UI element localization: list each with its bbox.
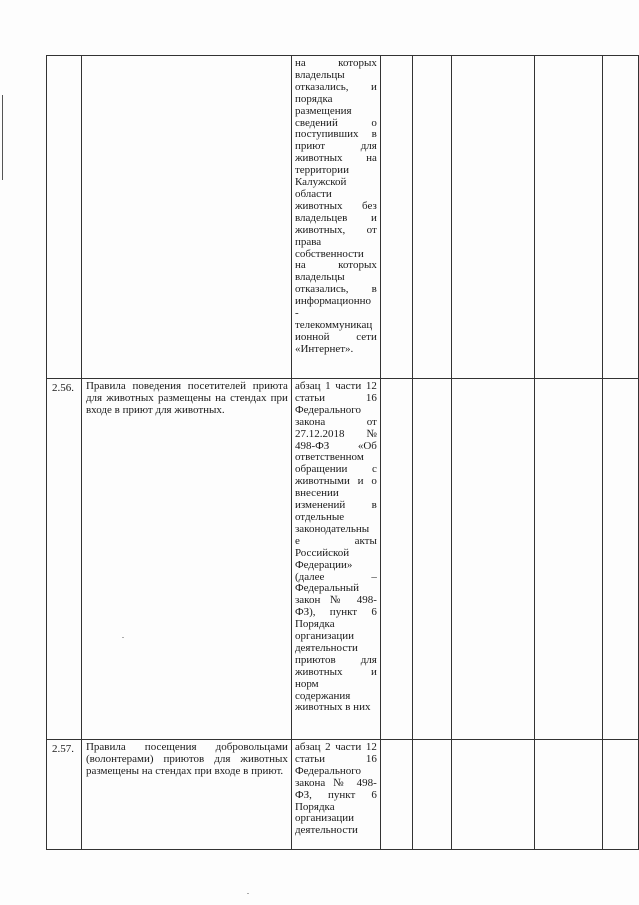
legal-basis-line: животных и <box>294 666 377 678</box>
legal-basis-line: размещения <box>294 105 352 117</box>
legal-basis-line: Федерального <box>294 404 361 416</box>
legal-basis-line: отказались, и <box>294 81 377 93</box>
legal-basis-line: ФЗ, пункт 6 <box>294 789 377 801</box>
empty-cell <box>603 740 639 850</box>
empty-cell <box>413 379 451 740</box>
legal-basis-line: организации <box>294 631 354 643</box>
legal-basis-line: телекоммуникац <box>294 319 373 331</box>
table-row <box>47 379 639 740</box>
legal-basis-line: абзац 2 части 12 <box>294 742 377 753</box>
legal-basis-line: - <box>294 308 299 320</box>
legal-basis-line: «Интернет». <box>294 343 354 355</box>
legal-basis-line: изменений в <box>294 500 377 512</box>
legal-basis-line: статьи 16 <box>294 392 377 404</box>
legal-basis-line: владельцев и <box>294 212 377 224</box>
empty-cell <box>534 740 603 850</box>
legal-basis-line: приют для <box>294 141 377 153</box>
table-row <box>47 740 639 850</box>
legal-basis-line: норм <box>294 678 319 690</box>
legal-basis-line: собственности <box>294 248 364 260</box>
legal-basis-line: права <box>294 236 322 248</box>
legal-basis-line: ионной сети <box>294 331 377 343</box>
legal-basis-line: территории <box>294 165 349 177</box>
legal-basis-line: (далее – <box>294 571 377 583</box>
legal-basis-line: 498-ФЗ «Об <box>294 440 377 452</box>
legal-basis-line: обращении с <box>294 464 377 476</box>
legal-basis-line: Порядка <box>294 801 335 813</box>
row-description: Правила посещения добровольцами (волонтерами) приютов для животных размещены на стендах при входе в приют. <box>81 740 291 850</box>
legal-basis-line: Федерации» <box>294 559 353 571</box>
legal-basis-line: закон № 498- <box>294 595 377 607</box>
requirements-table <box>46 55 639 850</box>
row-legal-basis <box>291 740 380 850</box>
legal-basis-line: 27.12.2018 № <box>294 428 377 440</box>
legal-basis-line: содержания <box>294 690 351 702</box>
legal-basis-line: Федерального <box>294 765 361 777</box>
legal-basis-line: порядка <box>294 93 333 105</box>
legal-basis-line: Калужской <box>294 177 347 189</box>
legal-basis-line: закона от <box>294 416 377 428</box>
legal-basis-line: закона № 498- <box>294 777 377 789</box>
legal-basis-line: владельцы <box>294 272 345 284</box>
legal-basis-line: сведений о <box>294 117 377 129</box>
row-legal-basis <box>291 56 380 379</box>
legal-basis-line: поступивших в <box>294 129 377 141</box>
legal-basis-line: деятельности <box>294 642 358 654</box>
legal-basis-line: ответственном <box>294 452 364 464</box>
empty-cell <box>451 379 534 740</box>
legal-basis-line: деятельности <box>294 825 358 837</box>
empty-cell <box>603 56 639 379</box>
empty-cell <box>380 740 413 850</box>
legal-basis-line: животных на <box>294 153 377 165</box>
legal-basis-line: животных, от <box>294 224 377 236</box>
legal-basis-line: владельцы <box>294 69 345 81</box>
legal-basis-line: ФЗ), пункт 6 <box>294 607 377 619</box>
legal-basis-line: приютов для <box>294 654 377 666</box>
empty-cell <box>413 740 451 850</box>
scan-speck <box>122 637 124 638</box>
legal-basis-line: абзац 1 части 12 <box>294 381 377 392</box>
legal-basis-line: внесении <box>294 488 339 500</box>
legal-basis-line: законодательны <box>294 523 370 535</box>
empty-cell <box>451 740 534 850</box>
empty-cell <box>534 379 603 740</box>
row-description: Правила поведения посетителей приюта для животных размещены на стендах при входе в приют для животных. <box>81 379 291 740</box>
legal-basis-line: Федеральный <box>294 583 359 595</box>
table-row <box>47 56 639 379</box>
legal-basis-line: области <box>294 188 332 200</box>
empty-cell <box>413 56 451 379</box>
legal-basis-line: животными и о <box>294 476 377 488</box>
legal-basis-line: отказались, в <box>294 284 377 296</box>
scan-edge-mark <box>2 95 3 180</box>
legal-basis-line: животных без <box>294 200 377 212</box>
legal-basis-line: Порядка <box>294 619 335 631</box>
legal-basis-line: организации <box>294 813 354 825</box>
empty-cell <box>451 56 534 379</box>
legal-basis-line: на которых <box>294 58 377 69</box>
empty-cell <box>380 56 413 379</box>
legal-basis-line: на которых <box>294 260 377 272</box>
row-description <box>81 56 291 379</box>
legal-basis-line: Российской <box>294 547 350 559</box>
legal-basis-line: статьи 16 <box>294 753 377 765</box>
legal-basis-line: е акты <box>294 535 377 547</box>
row-number <box>47 56 82 379</box>
empty-cell <box>534 56 603 379</box>
row-number: 2.57. <box>47 740 82 850</box>
scan-speck <box>247 893 249 894</box>
row-legal-basis <box>291 379 380 740</box>
row-number: 2.56. <box>47 379 82 740</box>
empty-cell <box>380 379 413 740</box>
legal-basis-line: животных в них <box>294 702 371 714</box>
empty-cell <box>603 379 639 740</box>
legal-basis-line: информационно <box>294 296 371 308</box>
legal-basis-line: отдельные <box>294 511 345 523</box>
